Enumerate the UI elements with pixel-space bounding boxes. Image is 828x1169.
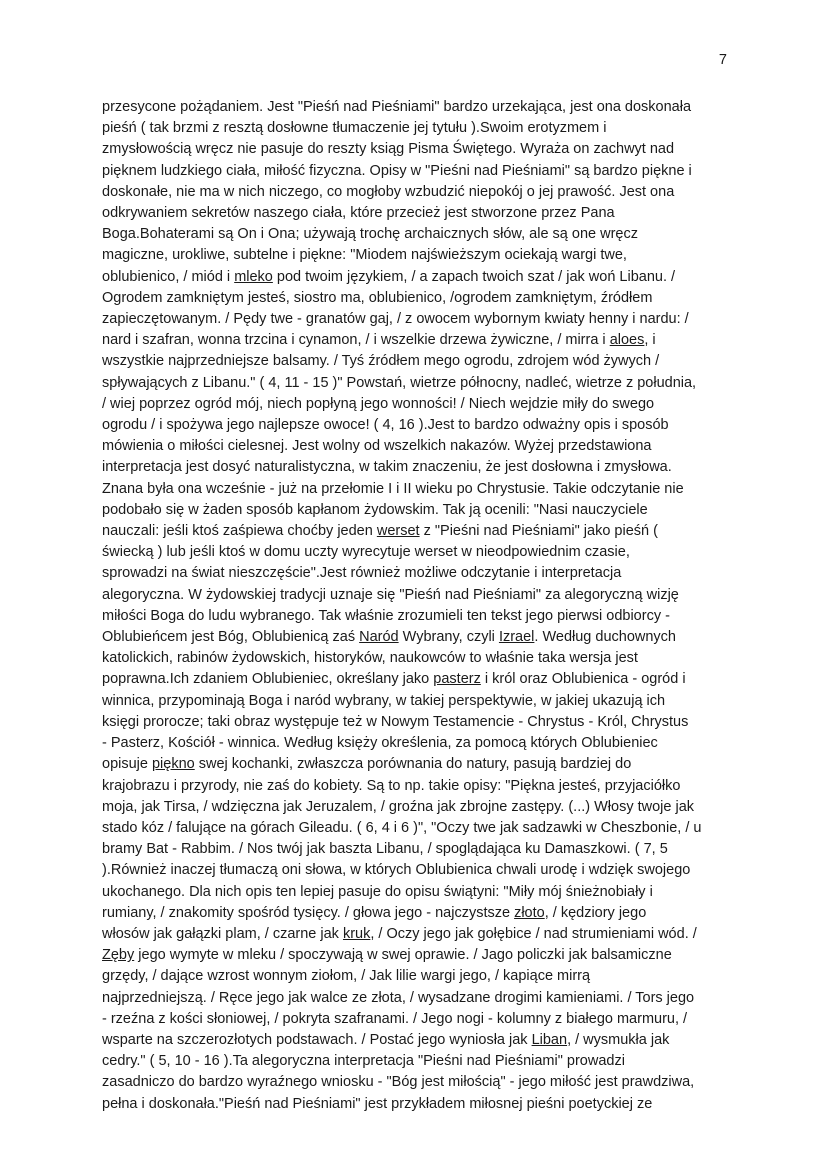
text-run: , / Oczy jego jak gołębice / nad strumieniami wód. /	[370, 925, 697, 942]
text-line	[102, 691, 742, 712]
text-line	[102, 648, 742, 669]
text-line	[102, 712, 742, 733]
text-line	[102, 182, 742, 203]
text-line	[102, 330, 742, 351]
page-number: 7	[718, 52, 727, 68]
text-line	[102, 754, 742, 775]
text-run: , i	[644, 332, 656, 349]
text-run: cedry." ( 5, 10 - 16 ).Ta alegoryczna interpretacja "Pieśni nad Pieśniami" prowadzi	[102, 1053, 625, 1070]
text-run: świecką ) lub jeśli ktoś w domu uczty wyrecytuje werset w nieodpowiednim czasie,	[102, 544, 630, 561]
text-line	[102, 288, 742, 309]
text-run: Znana była ona wcześnie - już na przełomie I i II wieku po Chrystusie. Takie odczytanie nie	[102, 480, 684, 497]
text-line	[102, 776, 742, 797]
text-run: , / wysmukła jak	[567, 1031, 670, 1048]
hyperlink[interactable]: piękno	[151, 756, 195, 773]
text-run: grzędy, / dające wzrost wonnym ziołom, / Jak lilie wargi jego, / kapiące mirrą	[102, 968, 591, 985]
text-run: ukochanego. Dla nich opis ten lepiej pasuje do opisu świątyni: "Miły mój śnieżnobiały i	[102, 883, 653, 900]
text-run: nard i szafran, wonna trzcina i cynamon, / i wszelkie drzewa żywiczne, / mirra i	[102, 332, 610, 349]
text-run: jego wymyte w mleku / spoczywają w swej oprawie. / Jago policzki jak balsamiczne	[134, 947, 672, 964]
text-run: moja, jak Tirsa, / wdzięczna jak Jeruzalem, / groźna jak zbrojne zastępy. (...) Włosy twoje jak	[102, 798, 695, 815]
text-run: wszystkie najprzedniejsze balsamy. / Tyś źródłem mego ogrodu, zdrojem wód żywych /	[102, 353, 660, 370]
text-run: - rzeźna z kości słoniowej, / pokryta szafranami. / Jego nogi - kolumny z białego marmuru, /	[102, 1010, 688, 1027]
text-run: mówienia o miłości cielesnej. Jest wolny od wszelkich nakazów. Wyżej przedstawiona	[102, 438, 652, 455]
hyperlink[interactable]: Naród	[359, 629, 399, 646]
text-line	[102, 797, 742, 818]
text-run: pod twoim językiem, / a zapach twoich szat / jak woń Libanu. /	[272, 268, 676, 285]
text-line	[102, 500, 742, 521]
text-run: rumiany, / znakomity spośród tysięcy. / głowa jego - najczystsze	[102, 904, 515, 921]
text-line	[102, 1030, 742, 1051]
hyperlink[interactable]: złoto	[514, 904, 545, 921]
text-line	[102, 436, 742, 457]
text-run: podobało się w żaden sposób kapłanom żydowskim. Tak ją ocenili: "Nasi nauczyciele	[102, 501, 648, 518]
text-run: przesycone pożądaniem. Jest "Pieśń nad Pieśniami" bardzo urzekająca, jest ona doskonała	[102, 99, 692, 115]
text-run: zasadniczo do bardzo wyraźnego wniosku - "Bóg jest miłością" - jego miłość jest prawdziwa,	[102, 1074, 695, 1091]
text-run: doskonałe, nie ma w nich niczego, co mogłoby wzbudzić niepokój o jej prawość. Jest ona	[102, 183, 675, 200]
text-run: Wybrany, czyli	[398, 629, 499, 646]
text-run: Oblubieńcem jest Bóg, Oblubienicą zaś	[102, 629, 360, 646]
text-line	[102, 966, 742, 987]
text-run: Ogrodem zamkniętym jesteś, siostro ma, oblubienico, /ogrodem zamkniętym, źródłem	[102, 289, 653, 306]
text-line	[102, 627, 742, 648]
text-line	[102, 839, 742, 860]
text-run: bramy Bat - Rabbim. / Nos twój jak baszta Libanu, / spoglądająca ku Damaszkowi. ( 7, 5	[102, 841, 668, 858]
text-line	[102, 309, 742, 330]
text-run: zapieczętowanym. / Pędy twe - granatów gaj, / z owocem wybornym kwiaty henny i nardu: /	[102, 311, 689, 328]
text-line	[102, 351, 742, 372]
hyperlink[interactable]: pasterz	[433, 671, 481, 688]
text-line	[102, 521, 742, 542]
text-line	[102, 203, 742, 224]
text-line	[102, 1051, 742, 1072]
text-run: zmysłowością wręcz nie pasuje do reszty ksiąg Pisma Świętego. Wyraża on zachwyt nad	[102, 141, 675, 158]
text-line	[102, 224, 742, 245]
hyperlink[interactable]: Liban	[531, 1031, 568, 1048]
text-run: włosów jak gałązki plam, / czarne jak	[102, 925, 343, 942]
text-run: wsparte na szczerozłotych podstawach. / Postać jego wyniosła jak	[102, 1031, 532, 1048]
text-run: z "Pieśni nad Pieśniami" jako pieśń (	[419, 523, 658, 540]
text-line	[102, 267, 742, 288]
text-line	[102, 1094, 742, 1115]
text-line	[102, 245, 742, 266]
text-run: winnica, przypominają Boga i naród wybrany, w takiej perspektywie, w jakiej ukazują ich	[102, 692, 666, 709]
text-run: spływających z Libanu." ( 4, 11 - 15 )" Powstań, wietrze północny, nadleć, wietrze z południa,	[102, 374, 697, 391]
text-run: opisuje	[102, 756, 152, 773]
text-line	[102, 457, 742, 478]
text-run: pieśń ( tak brzmi z resztą dosłowne tłumaczenie jej tytułu ).Swoim erotyzmem i	[102, 120, 607, 137]
text-run: miłości Boga do ludu wybranego. Tak właśnie zrozumieli ten tekst jego pierwsi odbiorcy -	[102, 607, 670, 624]
text-line	[102, 733, 742, 754]
text-run: ogrodu / i spożywa jego najlepsze owoce! ( 4, 16 ).Jest to bardzo odważny opis i sposób	[102, 417, 669, 434]
text-line	[102, 161, 742, 182]
text-run: sprowadzi na świat nieszczęście".Jest również możliwe odczytanie i interpretacja	[102, 565, 622, 582]
text-run: katolickich, rabinów żydowskich, historyków, naukowców to właśnie taka wersja jest	[102, 650, 638, 667]
text-line	[102, 945, 742, 966]
text-run: - Pasterz, Kościół - winnica. Według księży określenia, za pomocą których Oblubieniec	[102, 735, 658, 752]
text-run: alegoryczna. W żydowskiej tradycji uznaje się "Pieśń nad Pieśniami" za alegoryczną wizję	[102, 586, 679, 603]
text-run: . Według duchownych	[534, 629, 677, 646]
text-line	[102, 563, 742, 584]
hyperlink[interactable]: Zęby	[102, 947, 135, 964]
text-run: Boga.Bohaterami są On i Ona; używają trochę archaicznych słów, ale są one wręcz	[102, 226, 638, 243]
text-line	[102, 139, 742, 160]
text-line	[102, 479, 742, 500]
text-run: najprzedniejszą. / Ręce jego jak walce ze złota, / wysadzane drogimi kamieniami. / Tors jego	[102, 989, 695, 1006]
text-run: interpretacja jest dosyć naturalistyczna, w takim znaczeniu, że jest dosłowna i zmysłowa.	[102, 459, 672, 476]
hyperlink[interactable]: aloes	[609, 332, 645, 349]
text-run: i król oraz Oblubienica - ogród i	[480, 671, 686, 688]
text-line	[102, 585, 742, 606]
text-line	[102, 882, 742, 903]
text-line	[102, 818, 742, 839]
text-line	[102, 97, 742, 118]
text-run: swej kochanki, zwłaszcza porównania do natury, pasują bardziej do	[194, 756, 632, 773]
text-line	[102, 394, 742, 415]
text-run: poprawna.Ich zdaniem Oblubieniec, określany jako	[102, 671, 434, 688]
text-run: , / kędziory jego	[544, 904, 647, 921]
text-run: odkrywaniem sekretów naszego ciała, które przecież jest stworzone przez Pana	[102, 205, 615, 222]
hyperlink[interactable]: mleko	[234, 268, 273, 285]
text-run: nauczali: jeśli ktoś zaśpiewa choćby jeden	[102, 523, 377, 540]
text-line	[102, 860, 742, 881]
text-line	[102, 669, 742, 690]
text-line	[102, 988, 742, 1009]
text-run: pełna i doskonała."Pieśń nad Pieśniami" jest przykładem miłosnej pieśni poetyckiej ze	[102, 1095, 653, 1112]
text-line	[102, 1009, 742, 1030]
text-run: oblubienico, / miód i	[102, 268, 235, 285]
text-run: / wiej poprzez ogród mój, niech popłyną jego wonności! / Niech wejdzie miły do swego	[102, 395, 655, 412]
text-run: ).Również inaczej tłumaczą oni słowa, w których Oblubienica chwali urodę i wdzięk swojego	[102, 862, 691, 879]
text-line	[102, 903, 742, 924]
text-line	[102, 542, 742, 563]
text-line	[102, 1072, 742, 1093]
text-line	[102, 606, 742, 627]
text-line	[102, 118, 742, 139]
hyperlink[interactable]: Izrael	[498, 629, 535, 646]
text-line	[102, 924, 742, 945]
text-run: stado kóz / falujące na górach Gileadu. ( 6, 4 i 6 )", "Oczy twe jak sadzawki w Cheszbonie, / u	[102, 819, 702, 836]
text-line	[102, 415, 742, 436]
text-run: krajobrazu i przyrody, nie zaś do kobiety. Są to np. takie opisy: "Piękna jesteś, przyjaciółko	[102, 777, 681, 794]
text-run: magiczne, urokliwe, subtelne i piękne: "Miodem najświeższym ociekają wargi twe,	[102, 247, 627, 264]
body-text	[102, 97, 742, 1115]
text-line	[102, 373, 742, 394]
text-run: księgi prorocze; taki obraz występuje też w Nowym Testamencie - Chrystus - Król, Chrystus	[102, 713, 689, 730]
hyperlink[interactable]: kruk	[342, 925, 371, 942]
text-run: pięknem ludzkiego ciała, miłość fizyczna. Opisy w "Pieśni nad Pieśniami" są bardzo piękne i	[102, 162, 692, 179]
hyperlink[interactable]: werset	[376, 523, 420, 540]
